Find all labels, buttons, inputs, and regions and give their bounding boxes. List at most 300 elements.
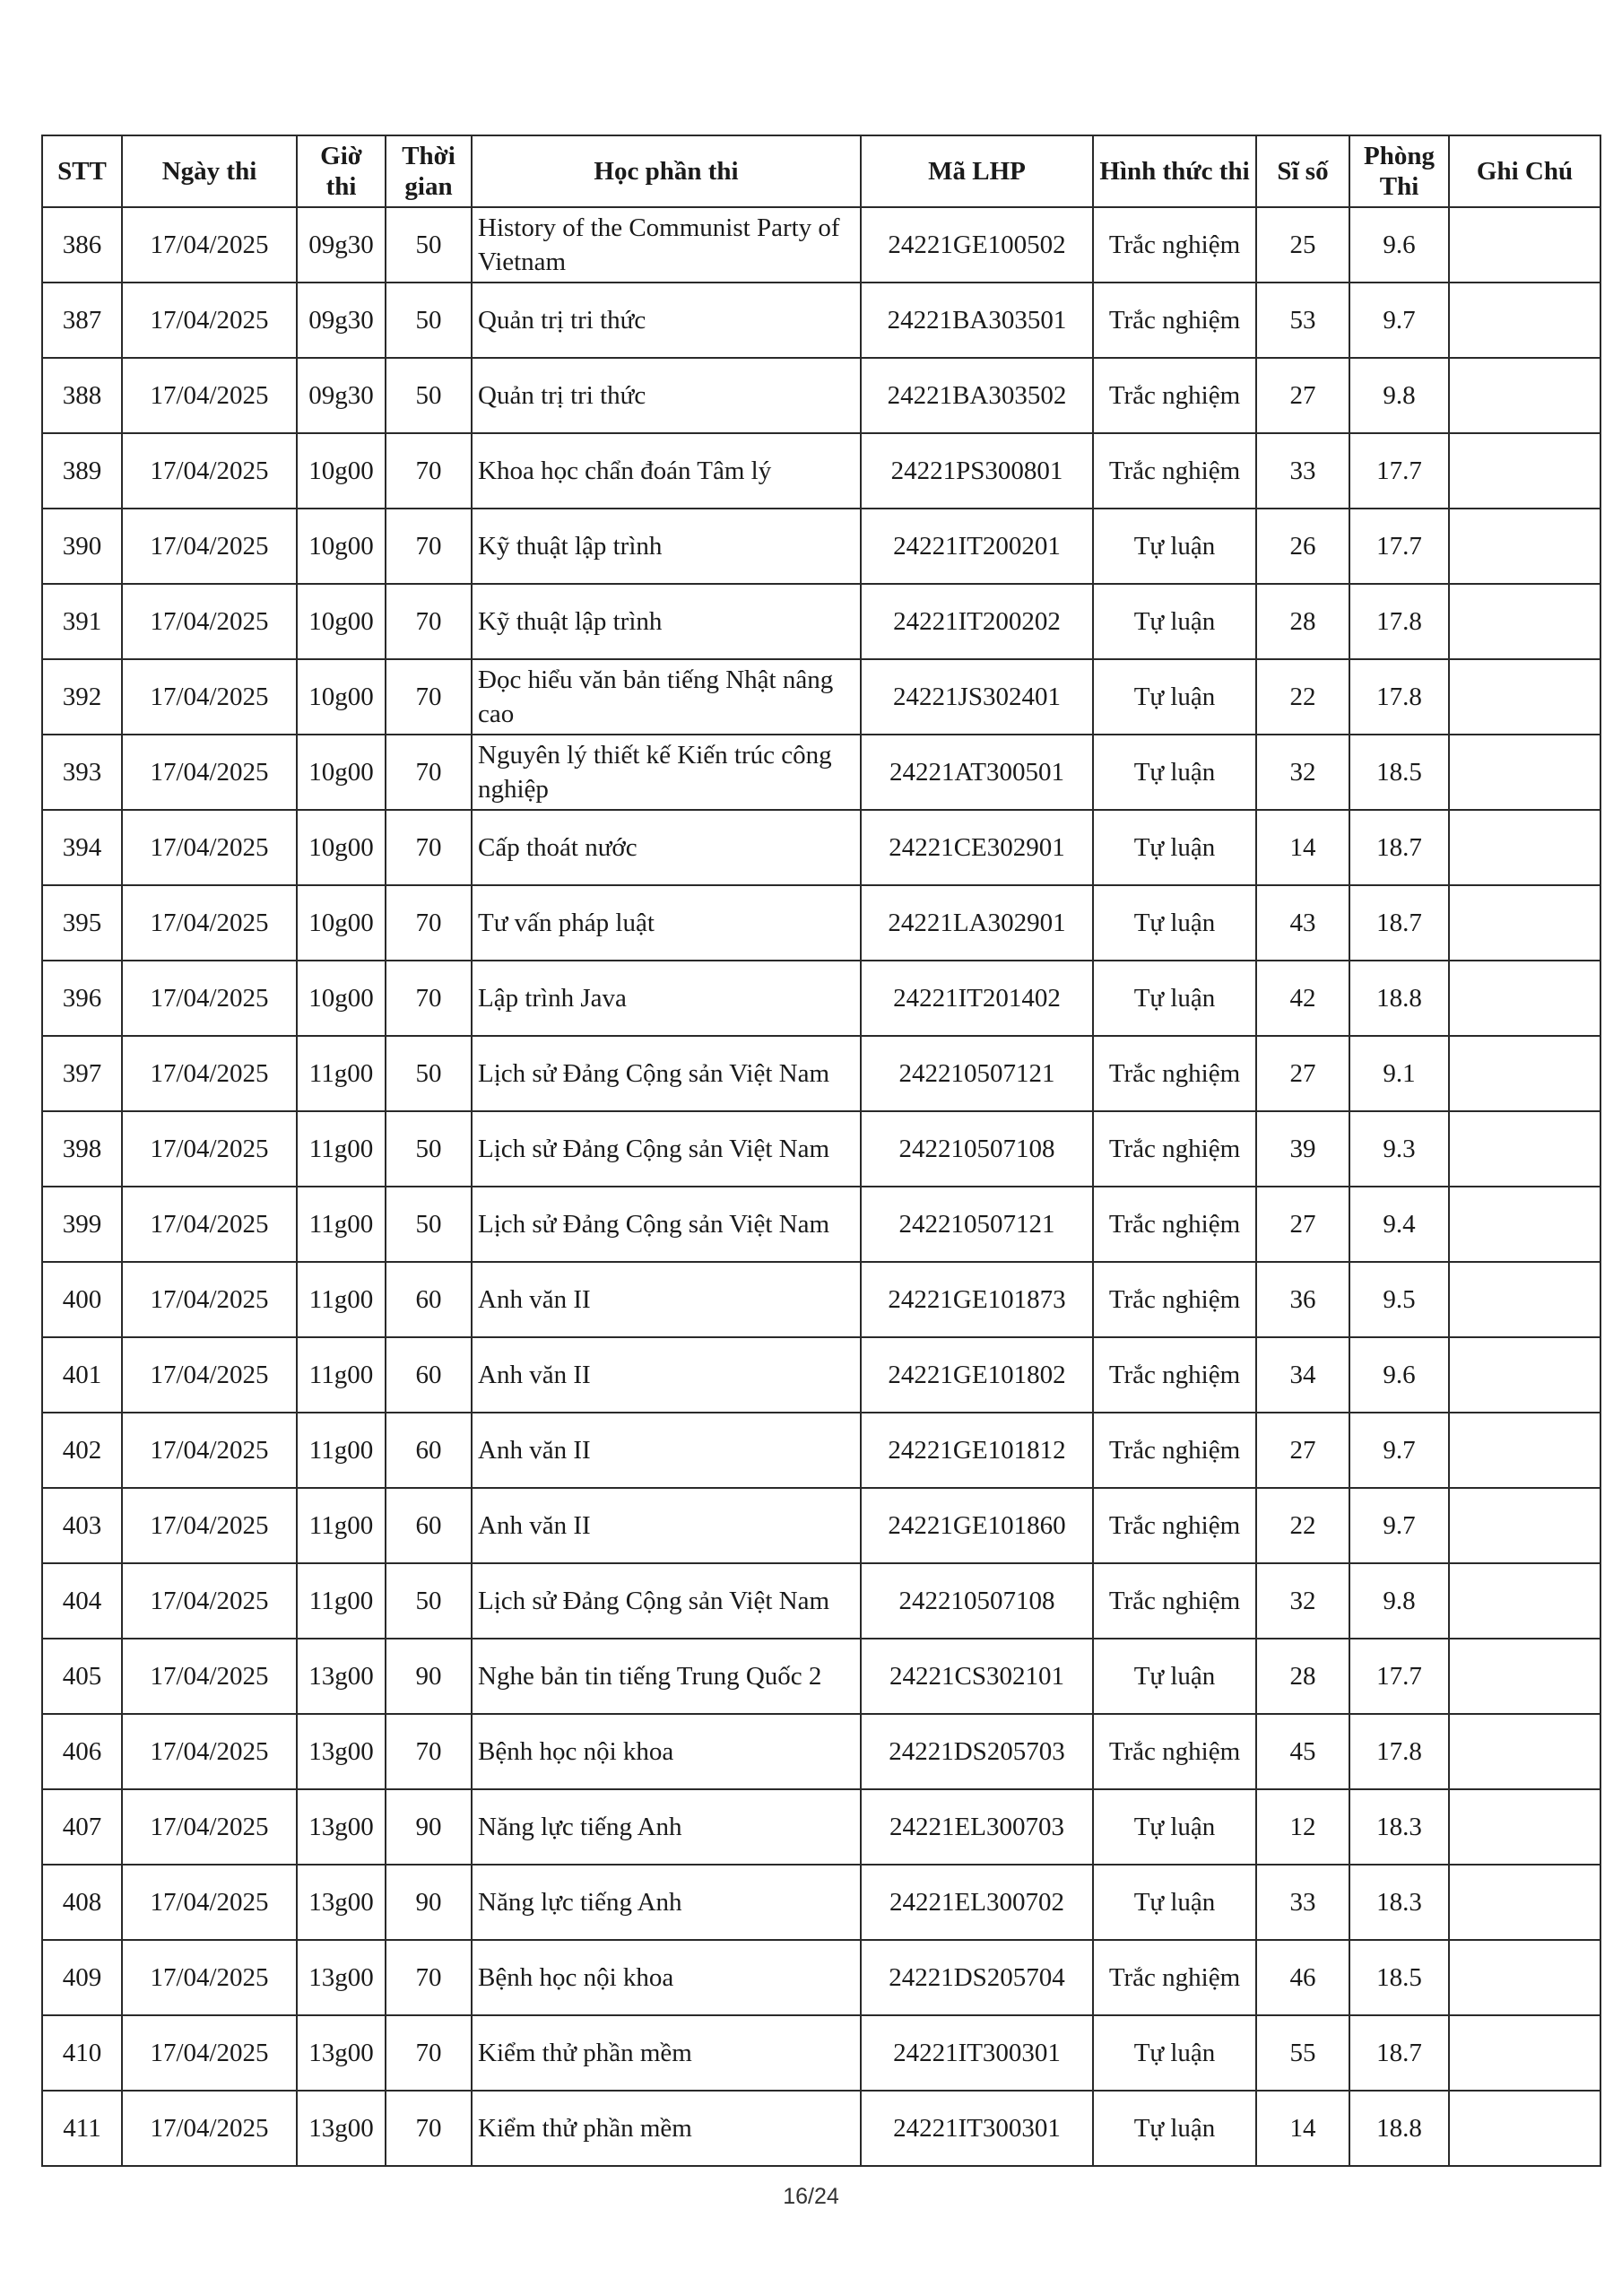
table-row	[42, 1262, 1600, 1337]
cell-duration: 60	[386, 1488, 472, 1563]
cell-format: Tự luận	[1093, 961, 1256, 1036]
header-note: Ghi Chú	[1449, 135, 1600, 207]
cell-count: 28	[1256, 584, 1349, 659]
table-row	[42, 735, 1600, 810]
table-row	[42, 659, 1600, 735]
cell-duration: 70	[386, 509, 472, 584]
cell-time: 09g30	[297, 207, 386, 283]
cell-time: 10g00	[297, 885, 386, 961]
cell-format: Trắc nghiệm	[1093, 1111, 1256, 1187]
cell-count: 32	[1256, 1563, 1349, 1639]
table-row	[42, 1789, 1600, 1865]
cell-duration: 70	[386, 659, 472, 735]
table-row	[42, 1940, 1600, 2015]
cell-course: Quản trị tri thức	[472, 358, 861, 433]
cell-date: 17/04/2025	[122, 509, 297, 584]
cell-stt: 401	[42, 1337, 122, 1413]
cell-date: 17/04/2025	[122, 283, 297, 358]
cell-room: 9.8	[1349, 1563, 1449, 1639]
cell-time: 10g00	[297, 584, 386, 659]
cell-room: 17.8	[1349, 659, 1449, 735]
cell-date: 17/04/2025	[122, 885, 297, 961]
table-row	[42, 1865, 1600, 1940]
table-row	[42, 1111, 1600, 1187]
cell-stt: 395	[42, 885, 122, 961]
cell-code: 24221EL300702	[861, 1865, 1093, 1940]
cell-duration: 60	[386, 1262, 472, 1337]
cell-code: 24221JS302401	[861, 659, 1093, 735]
cell-count: 33	[1256, 433, 1349, 509]
cell-note	[1449, 1337, 1600, 1413]
cell-stt: 388	[42, 358, 122, 433]
exam-schedule-table	[41, 135, 1601, 2167]
table-row	[42, 358, 1600, 433]
cell-format: Tự luận	[1093, 1639, 1256, 1714]
cell-date: 17/04/2025	[122, 1865, 297, 1940]
cell-date: 17/04/2025	[122, 584, 297, 659]
cell-course: Tư vấn pháp luật	[472, 885, 861, 961]
table-row	[42, 1563, 1600, 1639]
cell-code: 24221PS300801	[861, 433, 1093, 509]
cell-room: 17.7	[1349, 509, 1449, 584]
cell-date: 17/04/2025	[122, 1036, 297, 1111]
cell-code: 24221EL300703	[861, 1789, 1093, 1865]
cell-time: 13g00	[297, 1714, 386, 1789]
cell-time: 13g00	[297, 1865, 386, 1940]
cell-code: 24221IT200201	[861, 509, 1093, 584]
cell-code: 242210507108	[861, 1111, 1093, 1187]
cell-code: 24221BA303501	[861, 283, 1093, 358]
cell-duration: 90	[386, 1789, 472, 1865]
cell-stt: 407	[42, 1789, 122, 1865]
cell-date: 17/04/2025	[122, 1488, 297, 1563]
cell-date: 17/04/2025	[122, 961, 297, 1036]
cell-note	[1449, 1940, 1600, 2015]
cell-format: Tự luận	[1093, 584, 1256, 659]
cell-stt: 393	[42, 735, 122, 810]
cell-room: 9.5	[1349, 1262, 1449, 1337]
header-count: Sĩ số	[1256, 135, 1349, 207]
cell-time: 11g00	[297, 1187, 386, 1262]
cell-code: 24221DS205703	[861, 1714, 1093, 1789]
table-row	[42, 207, 1600, 283]
cell-count: 33	[1256, 1865, 1349, 1940]
header-row	[42, 135, 1600, 207]
cell-stt: 391	[42, 584, 122, 659]
cell-note	[1449, 1413, 1600, 1488]
cell-room: 18.7	[1349, 885, 1449, 961]
table-row	[42, 1187, 1600, 1262]
cell-note	[1449, 1187, 1600, 1262]
cell-code: 24221CE302901	[861, 810, 1093, 885]
cell-stt: 411	[42, 2091, 122, 2166]
cell-code: 242210507121	[861, 1036, 1093, 1111]
cell-course: History of the Communist Party of Vietnam	[472, 207, 861, 283]
header-date: Ngày thi	[122, 135, 297, 207]
cell-time: 11g00	[297, 1413, 386, 1488]
header-room: Phòng Thi	[1349, 135, 1449, 207]
cell-time: 10g00	[297, 735, 386, 810]
cell-stt: 396	[42, 961, 122, 1036]
table-row	[42, 2091, 1600, 2166]
cell-duration: 70	[386, 2091, 472, 2166]
cell-date: 17/04/2025	[122, 1111, 297, 1187]
cell-time: 11g00	[297, 1111, 386, 1187]
cell-course: Bệnh học nội khoa	[472, 1940, 861, 2015]
cell-code: 24221IT200202	[861, 584, 1093, 659]
table-row	[42, 885, 1600, 961]
cell-format: Tự luận	[1093, 885, 1256, 961]
cell-duration: 90	[386, 1639, 472, 1714]
cell-note	[1449, 358, 1600, 433]
cell-course: Bệnh học nội khoa	[472, 1714, 861, 1789]
cell-time: 10g00	[297, 433, 386, 509]
cell-duration: 70	[386, 433, 472, 509]
cell-room: 9.8	[1349, 358, 1449, 433]
cell-time: 13g00	[297, 1940, 386, 2015]
cell-note	[1449, 1563, 1600, 1639]
cell-code: 24221IT300301	[861, 2015, 1093, 2091]
cell-course: Khoa học chẩn đoán Tâm lý	[472, 433, 861, 509]
cell-course: Cấp thoát nước	[472, 810, 861, 885]
cell-course: Lập trình Java	[472, 961, 861, 1036]
cell-duration: 70	[386, 885, 472, 961]
cell-duration: 70	[386, 810, 472, 885]
cell-course: Anh văn II	[472, 1262, 861, 1337]
cell-code: 24221CS302101	[861, 1639, 1093, 1714]
cell-duration: 70	[386, 1940, 472, 2015]
cell-course: Lịch sử Đảng Cộng sản Việt Nam	[472, 1111, 861, 1187]
cell-stt: 390	[42, 509, 122, 584]
cell-format: Trắc nghiệm	[1093, 207, 1256, 283]
cell-date: 17/04/2025	[122, 810, 297, 885]
cell-count: 22	[1256, 659, 1349, 735]
cell-date: 17/04/2025	[122, 1563, 297, 1639]
cell-note	[1449, 433, 1600, 509]
cell-note	[1449, 207, 1600, 283]
table-row	[42, 961, 1600, 1036]
cell-note	[1449, 1639, 1600, 1714]
cell-time: 09g30	[297, 283, 386, 358]
header-course: Học phần thi	[472, 135, 861, 207]
header-duration: Thời gian	[386, 135, 472, 207]
cell-duration: 50	[386, 283, 472, 358]
cell-time: 11g00	[297, 1488, 386, 1563]
table-header	[42, 135, 1600, 207]
cell-note	[1449, 1262, 1600, 1337]
table-row	[42, 1639, 1600, 1714]
cell-stt: 399	[42, 1187, 122, 1262]
cell-stt: 394	[42, 810, 122, 885]
cell-format: Tự luận	[1093, 2091, 1256, 2166]
cell-date: 17/04/2025	[122, 1714, 297, 1789]
cell-count: 32	[1256, 735, 1349, 810]
cell-course: Năng lực tiếng Anh	[472, 1865, 861, 1940]
cell-count: 26	[1256, 509, 1349, 584]
cell-count: 27	[1256, 358, 1349, 433]
cell-date: 17/04/2025	[122, 1187, 297, 1262]
cell-format: Trắc nghiệm	[1093, 283, 1256, 358]
cell-note	[1449, 2091, 1600, 2166]
cell-note	[1449, 1714, 1600, 1789]
cell-time: 11g00	[297, 1262, 386, 1337]
cell-code: 24221GE101802	[861, 1337, 1093, 1413]
cell-duration: 50	[386, 358, 472, 433]
cell-room: 18.8	[1349, 2091, 1449, 2166]
cell-course: Lịch sử Đảng Cộng sản Việt Nam	[472, 1187, 861, 1262]
cell-date: 17/04/2025	[122, 735, 297, 810]
cell-count: 27	[1256, 1036, 1349, 1111]
cell-date: 17/04/2025	[122, 358, 297, 433]
cell-room: 18.7	[1349, 810, 1449, 885]
cell-course: Kiểm thử phần mềm	[472, 2015, 861, 2091]
cell-duration: 60	[386, 1413, 472, 1488]
cell-room: 9.7	[1349, 1413, 1449, 1488]
cell-note	[1449, 659, 1600, 735]
cell-room: 9.7	[1349, 283, 1449, 358]
cell-time: 09g30	[297, 358, 386, 433]
cell-note	[1449, 283, 1600, 358]
table-row	[42, 509, 1600, 584]
cell-stt: 408	[42, 1865, 122, 1940]
table-row	[42, 283, 1600, 358]
cell-room: 17.7	[1349, 1639, 1449, 1714]
cell-count: 22	[1256, 1488, 1349, 1563]
cell-course: Đọc hiểu văn bản tiếng Nhật nâng cao	[472, 659, 861, 735]
cell-date: 17/04/2025	[122, 1262, 297, 1337]
cell-note	[1449, 1865, 1600, 1940]
cell-room: 17.8	[1349, 584, 1449, 659]
cell-code: 24221IT300301	[861, 2091, 1093, 2166]
cell-format: Trắc nghiệm	[1093, 1940, 1256, 2015]
cell-course: Nguyên lý thiết kế Kiến trúc công nghiệp	[472, 735, 861, 810]
cell-duration: 90	[386, 1865, 472, 1940]
cell-date: 17/04/2025	[122, 1337, 297, 1413]
cell-format: Trắc nghiệm	[1093, 1036, 1256, 1111]
cell-count: 27	[1256, 1187, 1349, 1262]
cell-stt: 406	[42, 1714, 122, 1789]
table-row	[42, 433, 1600, 509]
cell-count: 12	[1256, 1789, 1349, 1865]
table-row	[42, 2015, 1600, 2091]
cell-room: 17.7	[1349, 433, 1449, 509]
cell-course: Kỹ thuật lập trình	[472, 584, 861, 659]
cell-stt: 386	[42, 207, 122, 283]
cell-format: Trắc nghiệm	[1093, 1714, 1256, 1789]
cell-format: Tự luận	[1093, 1789, 1256, 1865]
cell-time: 11g00	[297, 1337, 386, 1413]
cell-date: 17/04/2025	[122, 207, 297, 283]
cell-stt: 403	[42, 1488, 122, 1563]
cell-stt: 387	[42, 283, 122, 358]
cell-format: Tự luận	[1093, 810, 1256, 885]
cell-code: 24221IT201402	[861, 961, 1093, 1036]
cell-time: 13g00	[297, 2091, 386, 2166]
cell-duration: 70	[386, 735, 472, 810]
cell-stt: 409	[42, 1940, 122, 2015]
cell-time: 10g00	[297, 509, 386, 584]
cell-note	[1449, 885, 1600, 961]
cell-room: 9.4	[1349, 1187, 1449, 1262]
cell-note	[1449, 1789, 1600, 1865]
cell-course: Anh văn II	[472, 1488, 861, 1563]
cell-stt: 389	[42, 433, 122, 509]
cell-room: 18.7	[1349, 2015, 1449, 2091]
cell-count: 46	[1256, 1940, 1349, 2015]
cell-date: 17/04/2025	[122, 659, 297, 735]
cell-count: 43	[1256, 885, 1349, 961]
cell-code: 24221GE100502	[861, 207, 1093, 283]
cell-stt: 397	[42, 1036, 122, 1111]
cell-note	[1449, 1036, 1600, 1111]
table-body	[42, 207, 1600, 2166]
cell-time: 10g00	[297, 810, 386, 885]
cell-room: 9.3	[1349, 1111, 1449, 1187]
cell-time: 13g00	[297, 2015, 386, 2091]
cell-count: 28	[1256, 1639, 1349, 1714]
cell-count: 39	[1256, 1111, 1349, 1187]
cell-note	[1449, 810, 1600, 885]
cell-course: Năng lực tiếng Anh	[472, 1789, 861, 1865]
cell-duration: 70	[386, 584, 472, 659]
cell-note	[1449, 1488, 1600, 1563]
cell-count: 42	[1256, 961, 1349, 1036]
table-row	[42, 1488, 1600, 1563]
cell-date: 17/04/2025	[122, 1789, 297, 1865]
cell-count: 14	[1256, 810, 1349, 885]
header-time: Giờ thi	[297, 135, 386, 207]
cell-room: 9.1	[1349, 1036, 1449, 1111]
cell-format: Tự luận	[1093, 735, 1256, 810]
page-number: 16/24	[783, 2184, 839, 2209]
cell-course: Lịch sử Đảng Cộng sản Việt Nam	[472, 1036, 861, 1111]
cell-format: Trắc nghiệm	[1093, 433, 1256, 509]
cell-time: 10g00	[297, 659, 386, 735]
cell-course: Kỹ thuật lập trình	[472, 509, 861, 584]
cell-count: 34	[1256, 1337, 1349, 1413]
cell-count: 55	[1256, 2015, 1349, 2091]
cell-stt: 410	[42, 2015, 122, 2091]
cell-room: 9.6	[1349, 1337, 1449, 1413]
cell-code: 24221GE101873	[861, 1262, 1093, 1337]
table-row	[42, 1714, 1600, 1789]
cell-date: 17/04/2025	[122, 433, 297, 509]
cell-format: Trắc nghiệm	[1093, 1337, 1256, 1413]
cell-stt: 392	[42, 659, 122, 735]
cell-duration: 50	[386, 207, 472, 283]
cell-room: 17.8	[1349, 1714, 1449, 1789]
cell-note	[1449, 1111, 1600, 1187]
cell-format: Trắc nghiệm	[1093, 1413, 1256, 1488]
cell-note	[1449, 735, 1600, 810]
cell-code: 24221BA303502	[861, 358, 1093, 433]
cell-code: 242210507121	[861, 1187, 1093, 1262]
cell-stt: 404	[42, 1563, 122, 1639]
cell-format: Tự luận	[1093, 1865, 1256, 1940]
table-row	[42, 584, 1600, 659]
cell-code: 24221GE101860	[861, 1488, 1093, 1563]
cell-format: Trắc nghiệm	[1093, 1187, 1256, 1262]
cell-room: 18.5	[1349, 735, 1449, 810]
cell-date: 17/04/2025	[122, 2091, 297, 2166]
cell-format: Trắc nghiệm	[1093, 1488, 1256, 1563]
cell-duration: 70	[386, 961, 472, 1036]
cell-duration: 60	[386, 1337, 472, 1413]
cell-time: 10g00	[297, 961, 386, 1036]
cell-code: 24221DS205704	[861, 1940, 1093, 2015]
cell-format: Tự luận	[1093, 509, 1256, 584]
cell-course: Kiểm thử phần mềm	[472, 2091, 861, 2166]
cell-note	[1449, 509, 1600, 584]
cell-count: 25	[1256, 207, 1349, 283]
cell-time: 11g00	[297, 1036, 386, 1111]
cell-room: 18.8	[1349, 961, 1449, 1036]
table-row	[42, 1413, 1600, 1488]
cell-room: 18.3	[1349, 1865, 1449, 1940]
cell-duration: 70	[386, 1714, 472, 1789]
cell-course: Quản trị tri thức	[472, 283, 861, 358]
cell-note	[1449, 2015, 1600, 2091]
cell-count: 36	[1256, 1262, 1349, 1337]
cell-room: 9.7	[1349, 1488, 1449, 1563]
cell-stt: 400	[42, 1262, 122, 1337]
cell-course: Anh văn II	[472, 1337, 861, 1413]
cell-format: Tự luận	[1093, 659, 1256, 735]
header-stt: STT	[42, 135, 122, 207]
cell-time: 11g00	[297, 1563, 386, 1639]
cell-code: 24221GE101812	[861, 1413, 1093, 1488]
cell-note	[1449, 584, 1600, 659]
cell-note	[1449, 961, 1600, 1036]
cell-duration: 50	[386, 1036, 472, 1111]
cell-room: 18.5	[1349, 1940, 1449, 2015]
table-row	[42, 1036, 1600, 1111]
cell-date: 17/04/2025	[122, 2015, 297, 2091]
cell-count: 53	[1256, 283, 1349, 358]
cell-code: 24221LA302901	[861, 885, 1093, 961]
cell-count: 27	[1256, 1413, 1349, 1488]
header-code: Mã LHP	[861, 135, 1093, 207]
table-row	[42, 810, 1600, 885]
cell-course: Anh văn II	[472, 1413, 861, 1488]
cell-format: Trắc nghiệm	[1093, 1262, 1256, 1337]
cell-code: 242210507108	[861, 1563, 1093, 1639]
cell-format: Trắc nghiệm	[1093, 1563, 1256, 1639]
cell-time: 13g00	[297, 1639, 386, 1714]
cell-date: 17/04/2025	[122, 1413, 297, 1488]
cell-duration: 70	[386, 2015, 472, 2091]
cell-duration: 50	[386, 1187, 472, 1262]
cell-duration: 50	[386, 1563, 472, 1639]
cell-format: Tự luận	[1093, 2015, 1256, 2091]
cell-date: 17/04/2025	[122, 1639, 297, 1714]
header-format: Hình thức thi	[1093, 135, 1256, 207]
cell-format: Trắc nghiệm	[1093, 358, 1256, 433]
cell-room: 9.6	[1349, 207, 1449, 283]
cell-course: Lịch sử Đảng Cộng sản Việt Nam	[472, 1563, 861, 1639]
cell-code: 24221AT300501	[861, 735, 1093, 810]
cell-date: 17/04/2025	[122, 1940, 297, 2015]
cell-stt: 402	[42, 1413, 122, 1488]
cell-course: Nghe bản tin tiếng Trung Quốc 2	[472, 1639, 861, 1714]
cell-room: 18.3	[1349, 1789, 1449, 1865]
table-row	[42, 1337, 1600, 1413]
cell-duration: 50	[386, 1111, 472, 1187]
cell-stt: 398	[42, 1111, 122, 1187]
cell-time: 13g00	[297, 1789, 386, 1865]
cell-count: 45	[1256, 1714, 1349, 1789]
cell-count: 14	[1256, 2091, 1349, 2166]
